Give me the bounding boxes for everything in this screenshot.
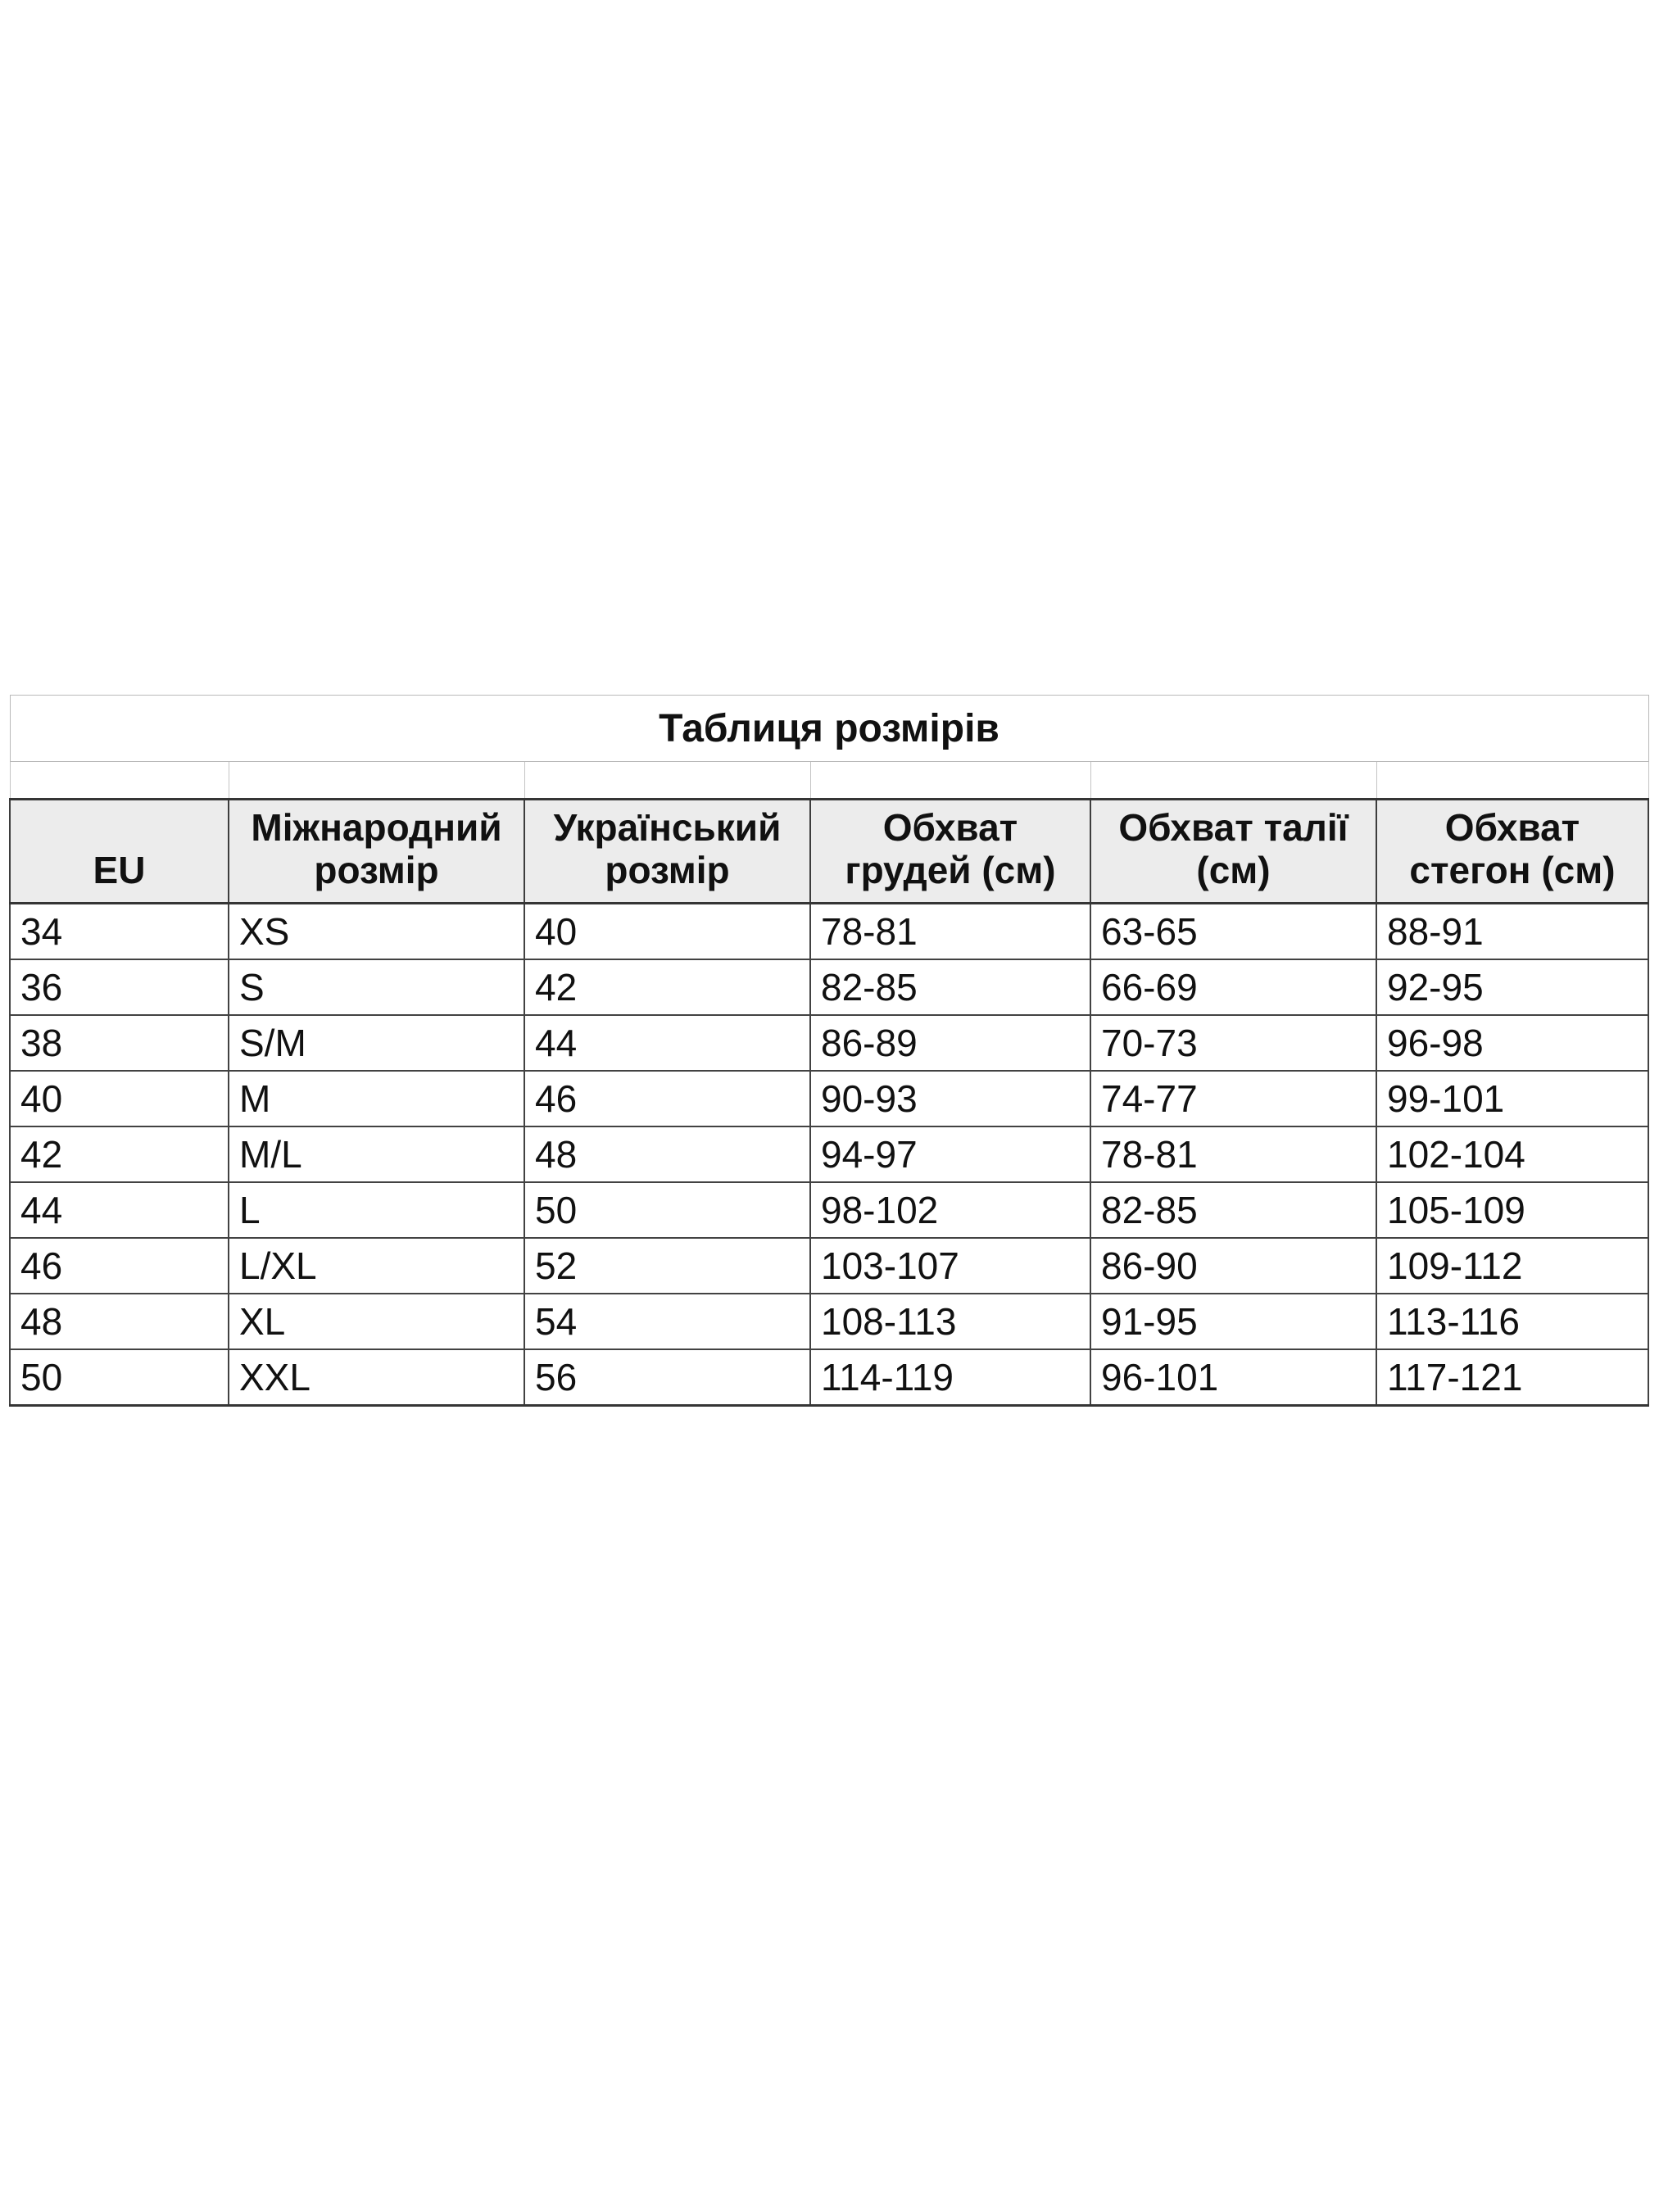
- cell-hips: 109-112: [1376, 1238, 1648, 1294]
- cell-waist: 91-95: [1090, 1294, 1376, 1349]
- table-row: [10, 1071, 1648, 1126]
- cell-ukrainian: 42: [524, 959, 810, 1015]
- cell-hips: 96-98: [1376, 1015, 1648, 1071]
- table-title: Таблиця розмірів: [10, 696, 1648, 762]
- cell-ukrainian: 54: [524, 1294, 810, 1349]
- cell-ukrainian: 40: [524, 904, 810, 960]
- cell-eu: 34: [10, 904, 229, 960]
- cell-waist: 82-85: [1090, 1182, 1376, 1238]
- cell-waist: 78-81: [1090, 1126, 1376, 1182]
- column-header-waist: Обхват талії (см): [1090, 800, 1376, 904]
- column-header-chest: Обхват грудей (см): [810, 800, 1090, 904]
- cell-eu: 50: [10, 1349, 229, 1406]
- cell-international: S: [229, 959, 524, 1015]
- spacer-cell: [10, 762, 229, 800]
- cell-ukrainian: 50: [524, 1182, 810, 1238]
- column-header-ukrainian: Український розмір: [524, 800, 810, 904]
- table-row: [10, 1126, 1648, 1182]
- cell-ukrainian: 48: [524, 1126, 810, 1182]
- table-row: [10, 1182, 1648, 1238]
- cell-international: L: [229, 1182, 524, 1238]
- spacer-cell: [810, 762, 1090, 800]
- table-row: [10, 1238, 1648, 1294]
- cell-eu: 36: [10, 959, 229, 1015]
- cell-international: M: [229, 1071, 524, 1126]
- cell-chest: 108-113: [810, 1294, 1090, 1349]
- cell-international: L/XL: [229, 1238, 524, 1294]
- spacer-cell: [229, 762, 524, 800]
- cell-hips: 113-116: [1376, 1294, 1648, 1349]
- cell-ukrainian: 44: [524, 1015, 810, 1071]
- cell-international: XS: [229, 904, 524, 960]
- cell-waist: 70-73: [1090, 1015, 1376, 1071]
- spacer-cell: [1376, 762, 1648, 800]
- cell-chest: 103-107: [810, 1238, 1090, 1294]
- cell-hips: 117-121: [1376, 1349, 1648, 1406]
- cell-ukrainian: 46: [524, 1071, 810, 1126]
- table-row: [10, 1349, 1648, 1406]
- cell-hips: 99-101: [1376, 1071, 1648, 1126]
- cell-eu: 38: [10, 1015, 229, 1071]
- cell-hips: 102-104: [1376, 1126, 1648, 1182]
- cell-hips: 105-109: [1376, 1182, 1648, 1238]
- cell-eu: 42: [10, 1126, 229, 1182]
- cell-international: S/M: [229, 1015, 524, 1071]
- cell-eu: 48: [10, 1294, 229, 1349]
- table-row: [10, 959, 1648, 1015]
- cell-international: M/L: [229, 1126, 524, 1182]
- cell-eu: 40: [10, 1071, 229, 1126]
- cell-chest: 94-97: [810, 1126, 1090, 1182]
- cell-waist: 86-90: [1090, 1238, 1376, 1294]
- cell-ukrainian: 56: [524, 1349, 810, 1406]
- cell-waist: 66-69: [1090, 959, 1376, 1015]
- cell-waist: 63-65: [1090, 904, 1376, 960]
- column-header-international: Міжнародний розмір: [229, 800, 524, 904]
- table-row: [10, 904, 1648, 960]
- table-row: [10, 1015, 1648, 1071]
- column-header-hips: Обхват стегон (см): [1376, 800, 1648, 904]
- cell-waist: 74-77: [1090, 1071, 1376, 1126]
- spacer-row: [10, 762, 1648, 800]
- cell-eu: 44: [10, 1182, 229, 1238]
- spacer-cell: [524, 762, 810, 800]
- header-row: [10, 800, 1648, 904]
- cell-chest: 78-81: [810, 904, 1090, 960]
- cell-chest: 86-89: [810, 1015, 1090, 1071]
- size-chart-table: [9, 695, 1649, 1407]
- table-title-row: [10, 696, 1648, 762]
- cell-hips: 88-91: [1376, 904, 1648, 960]
- spacer-cell: [1090, 762, 1376, 800]
- cell-international: XXL: [229, 1349, 524, 1406]
- cell-waist: 96-101: [1090, 1349, 1376, 1406]
- cell-eu: 46: [10, 1238, 229, 1294]
- cell-chest: 98-102: [810, 1182, 1090, 1238]
- cell-chest: 114-119: [810, 1349, 1090, 1406]
- column-header-eu: EU: [10, 800, 229, 904]
- cell-hips: 92-95: [1376, 959, 1648, 1015]
- cell-international: XL: [229, 1294, 524, 1349]
- cell-chest: 90-93: [810, 1071, 1090, 1126]
- cell-chest: 82-85: [810, 959, 1090, 1015]
- table-row: [10, 1294, 1648, 1349]
- cell-ukrainian: 52: [524, 1238, 810, 1294]
